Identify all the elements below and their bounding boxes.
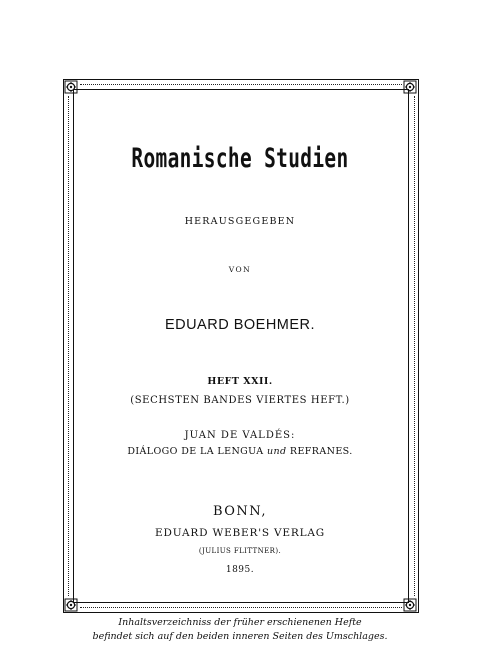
- footnote-line-1: Inhaltsverzeichniss der früher erschienenen Hefte: [118, 617, 362, 628]
- corner-rosette-icon: [64, 598, 78, 612]
- publisher-name: EDUARD WEBER'S VERLAG: [155, 527, 325, 539]
- corner-rosette-icon: [64, 80, 78, 94]
- editor-name: EDUARD BOEHMER.: [164, 317, 316, 333]
- top-dotted-rule: [80, 84, 402, 85]
- publication-year: 1895.: [225, 565, 255, 575]
- work-title-part2: REFRANES.: [289, 446, 353, 457]
- corner-rosette-icon: [403, 80, 417, 94]
- publication-place: BONN,: [212, 504, 267, 519]
- series-title: Romanische Studien: [131, 143, 349, 174]
- work-title-und: und: [266, 446, 287, 457]
- bottom-dotted-rule: [80, 607, 402, 608]
- right-dotted-rule: [414, 96, 415, 596]
- issue-volume: (SECHSTEN BANDES VIERTES HEFT.): [130, 395, 350, 406]
- work-title: [0, 446, 480, 457]
- work-title-part1: DIÁLOGO DE LA LENGUA: [127, 446, 264, 457]
- by-label: VON: [228, 265, 252, 274]
- corner-rosette-icon: [403, 598, 417, 612]
- work-author: JUAN DE VALDÉS:: [184, 430, 296, 441]
- publisher-owner: (JULIUS FLITTNER).: [198, 547, 282, 555]
- edited-label: HERAUSGEGEBEN: [184, 216, 296, 227]
- footnote-line-2: befindet sich auf den beiden inneren Seiten des Umschlages.: [92, 631, 388, 642]
- issue-number: HEFT XXII.: [207, 376, 273, 387]
